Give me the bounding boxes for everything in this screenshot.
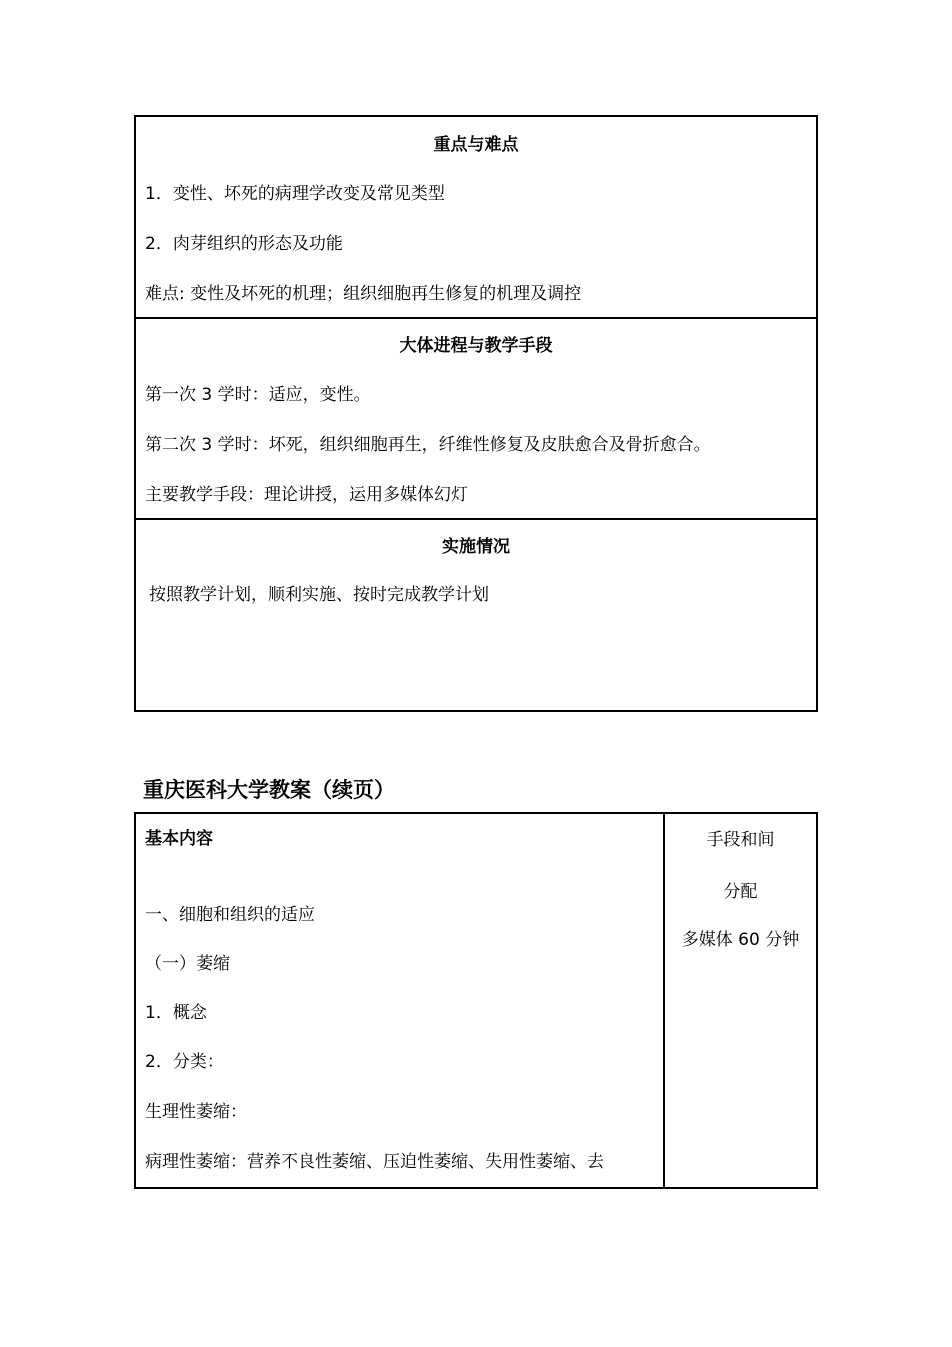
- content-line-1: 一、细胞和组织的适应: [145, 905, 315, 925]
- progress-line-2: 第二次 3 学时：坏死，组织细胞再生，纤维性修复及皮肤愈合及骨折愈合。: [145, 435, 711, 455]
- difficulty-line: 难点: 变性及坏死的机理；组织细胞再生修复的机理及调控: [145, 284, 582, 304]
- basic-content-heading: 基本内容: [145, 829, 213, 849]
- document-title: 重庆医科大学教案（续页）: [143, 778, 395, 802]
- key-point-2: 2．肉芽组织的形态及功能: [145, 234, 343, 254]
- key-points-heading: 重点与难点: [433, 135, 519, 155]
- content-line-3: 1．概念: [145, 1003, 207, 1023]
- implementation-text: 按照教学计划，顺利实施、按时完成教学计划: [149, 585, 489, 605]
- content-line-2: （一）萎缩: [145, 954, 230, 974]
- key-point-1: 1．变性、坏死的病理学改变及常见类型: [145, 184, 445, 204]
- method-heading-line-2: 分配: [723, 882, 758, 902]
- progress-section: [136, 317, 816, 520]
- progress-line-1: 第一次 3 学时：适应，变性。: [145, 385, 371, 405]
- content-line-5: 生理性萎缩：: [145, 1102, 247, 1122]
- content-line-6: 病理性萎缩：营养不良性萎缩、压迫性萎缩、失用性萎缩、去: [145, 1152, 604, 1172]
- implementation-section: [136, 518, 816, 710]
- method-heading-line-1: 手段和间: [706, 830, 775, 850]
- continuation-table: [134, 812, 818, 1189]
- method-time-column: [665, 814, 816, 1187]
- basic-content-column: [136, 814, 665, 1187]
- implementation-heading: 实施情况: [442, 537, 510, 557]
- method-time-value: 多媒体 60 分钟: [681, 930, 800, 950]
- key-points-section: [136, 117, 816, 317]
- progress-heading: 大体进程与教学手段: [399, 336, 553, 356]
- content-line-4: 2．分类：: [145, 1052, 224, 1072]
- key-points-table: [134, 115, 818, 712]
- teaching-method-line: 主要教学手段：理论讲授，运用多媒体幻灯: [145, 485, 468, 505]
